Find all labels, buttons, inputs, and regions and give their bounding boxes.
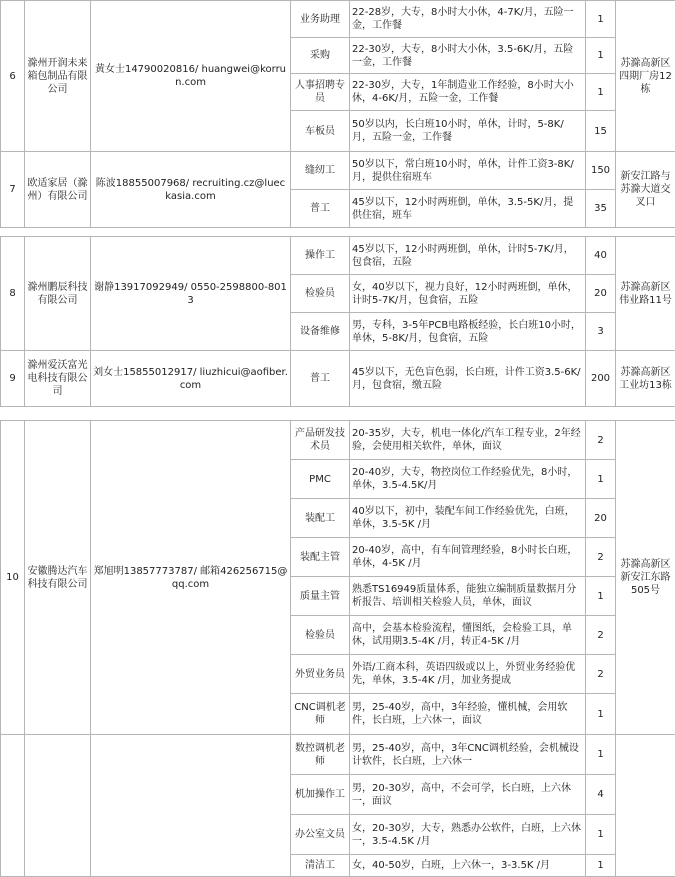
headcount: 2: [586, 616, 616, 655]
company-address: 苏滁高新区新安江东路505号: [616, 421, 675, 735]
table-block-4: [0, 734, 675, 877]
contact-info: 郑旭明13857773787/ 邮箱426256715@qq.com: [91, 421, 291, 735]
headcount: 4: [586, 775, 616, 815]
position-requirements: 45岁以下，无色盲色弱，长白班，计件工资3.5-6K/月，包食宿，缴五险: [350, 351, 586, 407]
position-name: 外贸业务员: [291, 655, 350, 694]
headcount: 35: [586, 190, 616, 228]
contact-info: 刘女士15855012917/ liuzhicui@aofiber.com: [91, 351, 291, 407]
position-requirements: 熟悉TS16949质量体系，能独立编制质量数据月分析报告、培训相关检验人员，单休，面议: [350, 577, 586, 616]
position-name: 机加操作工: [291, 775, 350, 815]
position-requirements: 外语/工商本科，英语四级或以上，外贸业务经验优先，单休，3.5-4K /月，加业务提成: [350, 655, 586, 694]
company-number: 6: [1, 1, 25, 152]
position-name: CNC调机老师: [291, 694, 350, 735]
position-requirements: 22-30岁，大专，1年制造业工作经验，8小时大小休，4-6K/月，五险一金，工作餐: [350, 74, 586, 111]
headcount: 2: [586, 655, 616, 694]
position-requirements: 女，40-50岁，白班，上六休一，3-3.5K /月: [350, 855, 586, 877]
position-name: 装配主管: [291, 538, 350, 577]
company-name: 安徽腾达汽车科技有限公司: [25, 421, 91, 735]
company-number: 9: [1, 351, 25, 407]
table-row: [1, 421, 675, 460]
headcount: 1: [586, 38, 616, 74]
headcount: 2: [586, 538, 616, 577]
position-name: 检验员: [291, 616, 350, 655]
company-address: 苏滁高新区伟业路11号: [616, 237, 675, 351]
jobs-table: [0, 734, 675, 877]
position-requirements: 女，20-30岁，大专，熟悉办公软件，白班，上六休一，3.5-4.5K /月: [350, 815, 586, 855]
company-number: 10: [1, 421, 25, 735]
position-requirements: 50岁以内，长白班10小时，单休，计时，5-8K/月，五险一金，工作餐: [350, 111, 586, 152]
headcount: 15: [586, 111, 616, 152]
table-row: [1, 351, 675, 407]
table-row: [1, 1, 675, 38]
position-requirements: 20-35岁，大专，机电一体化/汽车工程专业，2年经验，会使用相关软件，单休，面议: [350, 421, 586, 460]
headcount: 1: [586, 1, 616, 38]
position-name: 设备维修: [291, 313, 350, 351]
company-name: [25, 735, 91, 877]
position-name: 采购: [291, 38, 350, 74]
position-name: 质量主管: [291, 577, 350, 616]
position-requirements: 男，专科，3-5年PCB电路板经验，长白班10小时，单休，5-8K/月，包食宿，五险: [350, 313, 586, 351]
position-name: 装配工: [291, 499, 350, 538]
headcount: 1: [586, 694, 616, 735]
table-block-2: [0, 236, 675, 407]
headcount: 150: [586, 152, 616, 190]
company-number: [1, 735, 25, 877]
table-block-1: [0, 0, 675, 228]
position-requirements: 男，25-40岁，高中，3年CNC调机经验，会机械设计软件，长白班，上六休一: [350, 735, 586, 775]
company-address: 新安江路与苏滁大道交叉口: [616, 152, 675, 228]
position-requirements: 45岁以下，12小时两班倒，单休，3.5-5K/月，提供住宿，班车: [350, 190, 586, 228]
company-name: 欧适家居（滁州）有限公司: [25, 152, 91, 228]
headcount: 20: [586, 275, 616, 313]
company-number: 7: [1, 152, 25, 228]
headcount: 40: [586, 237, 616, 275]
table-row: [1, 237, 675, 275]
company-name: 滁州爱沃富光电科技有限公司: [25, 351, 91, 407]
position-name: 办公室文员: [291, 815, 350, 855]
headcount: 1: [586, 577, 616, 616]
jobs-table: [0, 0, 675, 228]
position-requirements: 22-30岁，大专，8小时大小休，3.5-6K/月，五险一金，工作餐: [350, 38, 586, 74]
position-requirements: 女，40岁以下，视力良好，12小时两班倒，单休，计时5-7K/月，包食宿，五险: [350, 275, 586, 313]
company-number: 8: [1, 237, 25, 351]
headcount: 1: [586, 815, 616, 855]
position-name: 缝纫工: [291, 152, 350, 190]
position-requirements: 高中，会基本检验流程，懂图纸，会检验工具，单休，试用期3.5-4K /月，转正4-5K /月: [350, 616, 586, 655]
position-requirements: 男，25-40岁，高中，3年经验，懂机械，会用软件，长白班，上六休一，面议: [350, 694, 586, 735]
contact-info: 谢静13917092949/ 0550-2598800-8013: [91, 237, 291, 351]
position-name: 人事招聘专员: [291, 74, 350, 111]
headcount: 1: [586, 74, 616, 111]
position-requirements: 50岁以下，常白班10小时，单休，计件工资3-8K/月，提供住宿班车: [350, 152, 586, 190]
position-requirements: 45岁以下，12小时两班倒，单休，计时5-7K/月，包食宿，五险: [350, 237, 586, 275]
position-name: 产品研发技术员: [291, 421, 350, 460]
company-address: [616, 735, 675, 877]
position-name: 操作工: [291, 237, 350, 275]
position-name: 业务助理: [291, 1, 350, 38]
position-name: 普工: [291, 351, 350, 407]
position-requirements: 40岁以下，初中，装配车间工作经验优先，白班，单休，3.5-5K /月: [350, 499, 586, 538]
company-address: 苏滁高新区四期厂房12栋: [616, 1, 675, 152]
headcount: 1: [586, 735, 616, 775]
contact-info: 黄女士14790020816/ huangwei@korrun.com: [91, 1, 291, 152]
position-requirements: 男，20-30岁，高中，不会可学，长白班，上六休一，面议: [350, 775, 586, 815]
jobs-table: [0, 236, 675, 407]
company-name: 滁州鹏辰科技有限公司: [25, 237, 91, 351]
headcount: 3: [586, 313, 616, 351]
position-name: 数控调机老师: [291, 735, 350, 775]
position-name: 检验员: [291, 275, 350, 313]
headcount: 1: [586, 460, 616, 499]
contact-info: 陈波18855007968/ recruiting.cz@lueckasia.com: [91, 152, 291, 228]
jobs-table: [0, 420, 675, 735]
company-address: 苏滁高新区工业坊13栋: [616, 351, 675, 407]
table-block-3: [0, 420, 675, 735]
headcount: 20: [586, 499, 616, 538]
position-name: 普工: [291, 190, 350, 228]
table-row: [1, 735, 675, 775]
position-requirements: 22-28岁，大专，8小时大小休，4-7K/月，五险一金，工作餐: [350, 1, 586, 38]
table-row: [1, 152, 675, 190]
position-name: 清洁工: [291, 855, 350, 877]
position-name: PMC: [291, 460, 350, 499]
contact-info: [91, 735, 291, 877]
position-name: 车板员: [291, 111, 350, 152]
company-name: 滁州开润未来箱包制品有限公司: [25, 1, 91, 152]
headcount: 1: [586, 855, 616, 877]
position-requirements: 20-40岁，高中，有车间管理经验，8小时长白班，单休，4-5K /月: [350, 538, 586, 577]
position-requirements: 20-40岁，大专，物控岗位工作经验优先，8小时，单休，3.5-4.5K/月: [350, 460, 586, 499]
headcount: 2: [586, 421, 616, 460]
headcount: 200: [586, 351, 616, 407]
